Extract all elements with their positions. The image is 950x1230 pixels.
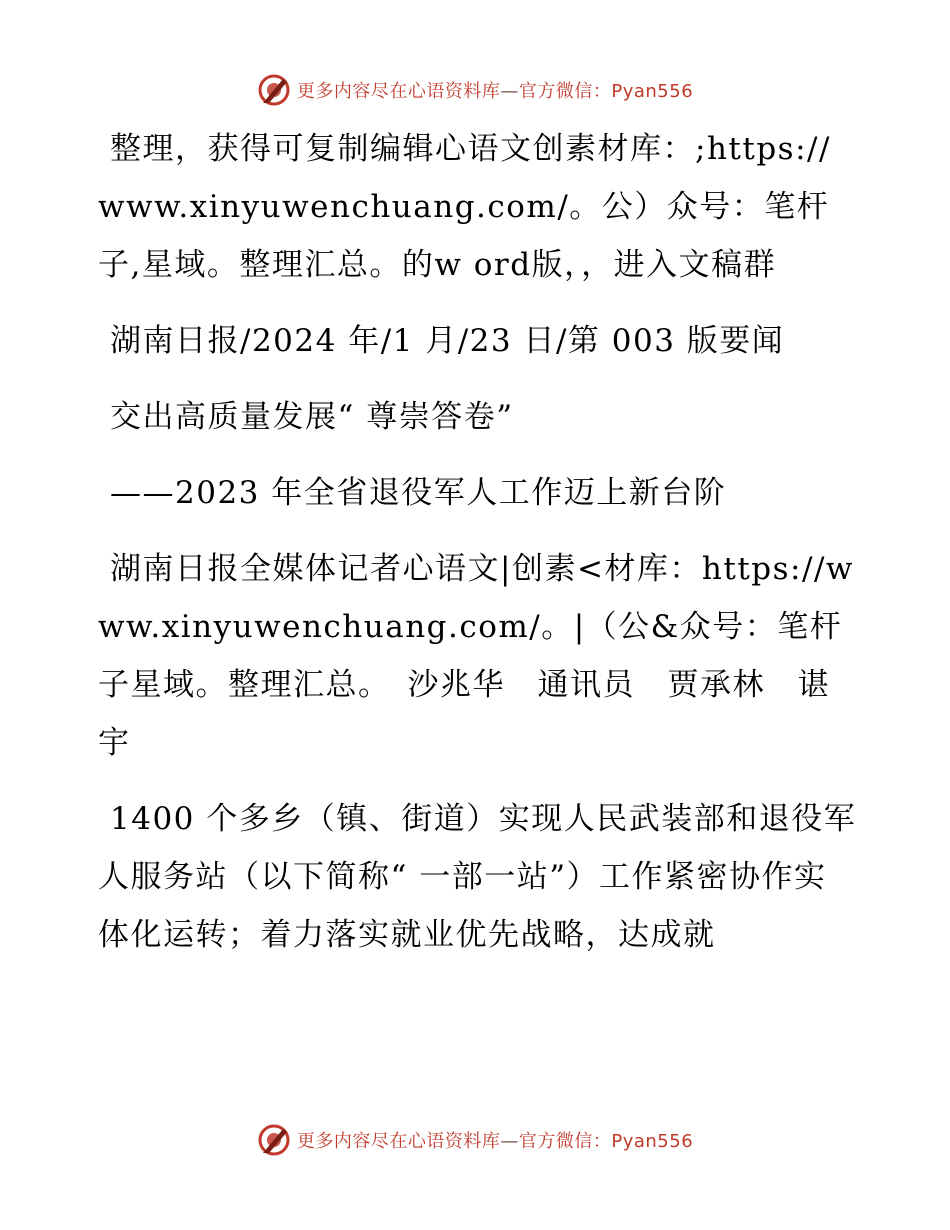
header-watermark bbox=[0, 70, 950, 110]
article-body bbox=[98, 120, 858, 982]
source-line: 湖南日报/2024 年/1 月/23 日/第 003 版要闻 bbox=[110, 323, 785, 359]
intro-paragraph: 整理，获得可复制编辑心语文创素材库：;https://www.xinyuwenchuang.com/。公）众号：笔杆子,星域。整理汇总。的w ord版，，进入文稿群 bbox=[98, 131, 831, 283]
article-subtitle: ——2023 年全省退役军人工作迈上新台阶 bbox=[110, 475, 727, 511]
watermark-site-text: 更多内容尽在心语资料库 bbox=[296, 1131, 501, 1152]
watermark-site-text: 更多内容尽在心语资料库 bbox=[296, 81, 501, 102]
watermark-wechat-text: 官方微信：Pyan556 bbox=[518, 81, 694, 102]
watermark-text bbox=[297, 1127, 693, 1153]
article-title: 交出高质量发展“ 尊崇答卷” bbox=[110, 399, 514, 435]
watermark-wechat-text: 官方微信：Pyan556 bbox=[518, 1131, 694, 1152]
watermark-separator: — bbox=[500, 81, 519, 102]
watermark-text bbox=[297, 77, 693, 103]
feather-pen-seal-icon bbox=[257, 1123, 291, 1157]
body-paragraph: 1400 个多乡（镇、街道）实现人民武装部和退役军人服务站（以下简称“ 一部一站”）工作紧密协作实体化运转；着力落实就业优先战略，达成就 bbox=[98, 801, 857, 953]
watermark-separator: — bbox=[500, 1131, 519, 1152]
byline-paragraph: 湖南日报全媒体记者心语文|创素<材库：https://www.xinyuwenchuang.com/。|（公&众号：笔杆子星域。整理汇总。 沙兆华 通讯员 贾承林 谌宇 bbox=[98, 551, 854, 761]
feather-pen-seal-icon bbox=[257, 73, 291, 107]
footer-watermark bbox=[0, 1120, 950, 1160]
